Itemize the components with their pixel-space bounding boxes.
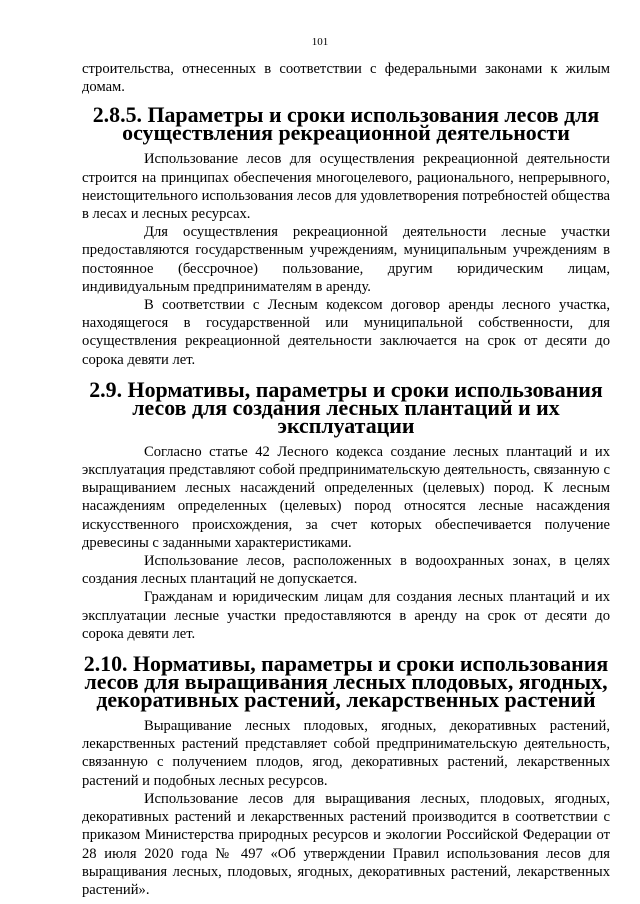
paragraph: Использование лесов для выращивания лесных, плодовых, ягодных, декоративных растений и лекарственных растений производится в соответствии с приказом Министерства природных ресурсов и экологии Российской Федерации от 28 июля 2020 года № 497 «Об утверждении Правил использования лесов для выращивания лесных, плодовых, ягодных, декоративных растений, лекарственных растений». <box>82 790 610 898</box>
paragraph: Использование лесов для осуществления рекреационной деятельности строится на принципах обеспечения многоцелевого, рационального, непрерывного, неистощительного использования лесов для удовлетворения потребностей общества в лесах и лесных ресурсах. <box>82 151 610 223</box>
section-heading-2-9: 2.9. Нормативы, параметры и сроки использования лесов для создания лесных плантаций и их эксплуатации <box>89 376 603 438</box>
page-number: 101 <box>311 36 329 48</box>
document-body <box>82 60 610 899</box>
section-heading-2-10: 2.10. Нормативы, параметры и сроки использования лесов для выращивания лесных плодовых, ягодных, декоративных растений, лекарственных растений <box>83 651 609 713</box>
paragraph: Выращивание лесных плодовых, ягодных, декоративных растений, лекарственных растений представляет собой предпринимательскую деятельность, связанную с получением плодов, ягод, декоративных растений, лекарственных растений и подобных лесных ресурсов. <box>82 718 610 789</box>
paragraph: Гражданам и юридическим лицам для создания лесных плантаций и их эксплуатации лесные участки предоставляются в аренду на срок от десяти до сорока девяти лет. <box>82 589 610 642</box>
paragraph: Использование лесов, расположенных в водоохранных зонах, в целях создания лесных плантаций не допускается. <box>82 553 610 588</box>
paragraph: строительства, отнесенных в соответствии с федеральными законами к жилым домам. <box>82 61 610 96</box>
section-heading-2-8-5: 2.8.5. Параметры и сроки использования лесов для осуществления рекреационной деятельности <box>92 102 600 146</box>
paragraph: В соответствии с Лесным кодексом договор аренды лесного участка, находящегося в государственной или муниципальной собственности, для осуществления рекреационной деятельности заключается на срок от десяти до сорока девяти лет. <box>82 297 610 368</box>
paragraph: Согласно статье 42 Лесного кодекса создание лесных плантаций и их эксплуатация представляют собой предпринимательскую деятельность, связанную с выращиванием лесных насаждений определенных (целевых) пород. К лесным насаждениям определенных (целевых) пород относятся лесные насаждения искусственного происхождения, за счет которых обеспечивается получение древесины с заданными характеристиками. <box>82 443 610 551</box>
paragraph: Для осуществления рекреационной деятельности лесные участки предоставляются государственным учреждениям, муниципальным учреждениям в постоянное (бессрочное) пользование, другим юридическим лицам, индивидуальным предпринимателям в аренду. <box>82 224 610 295</box>
